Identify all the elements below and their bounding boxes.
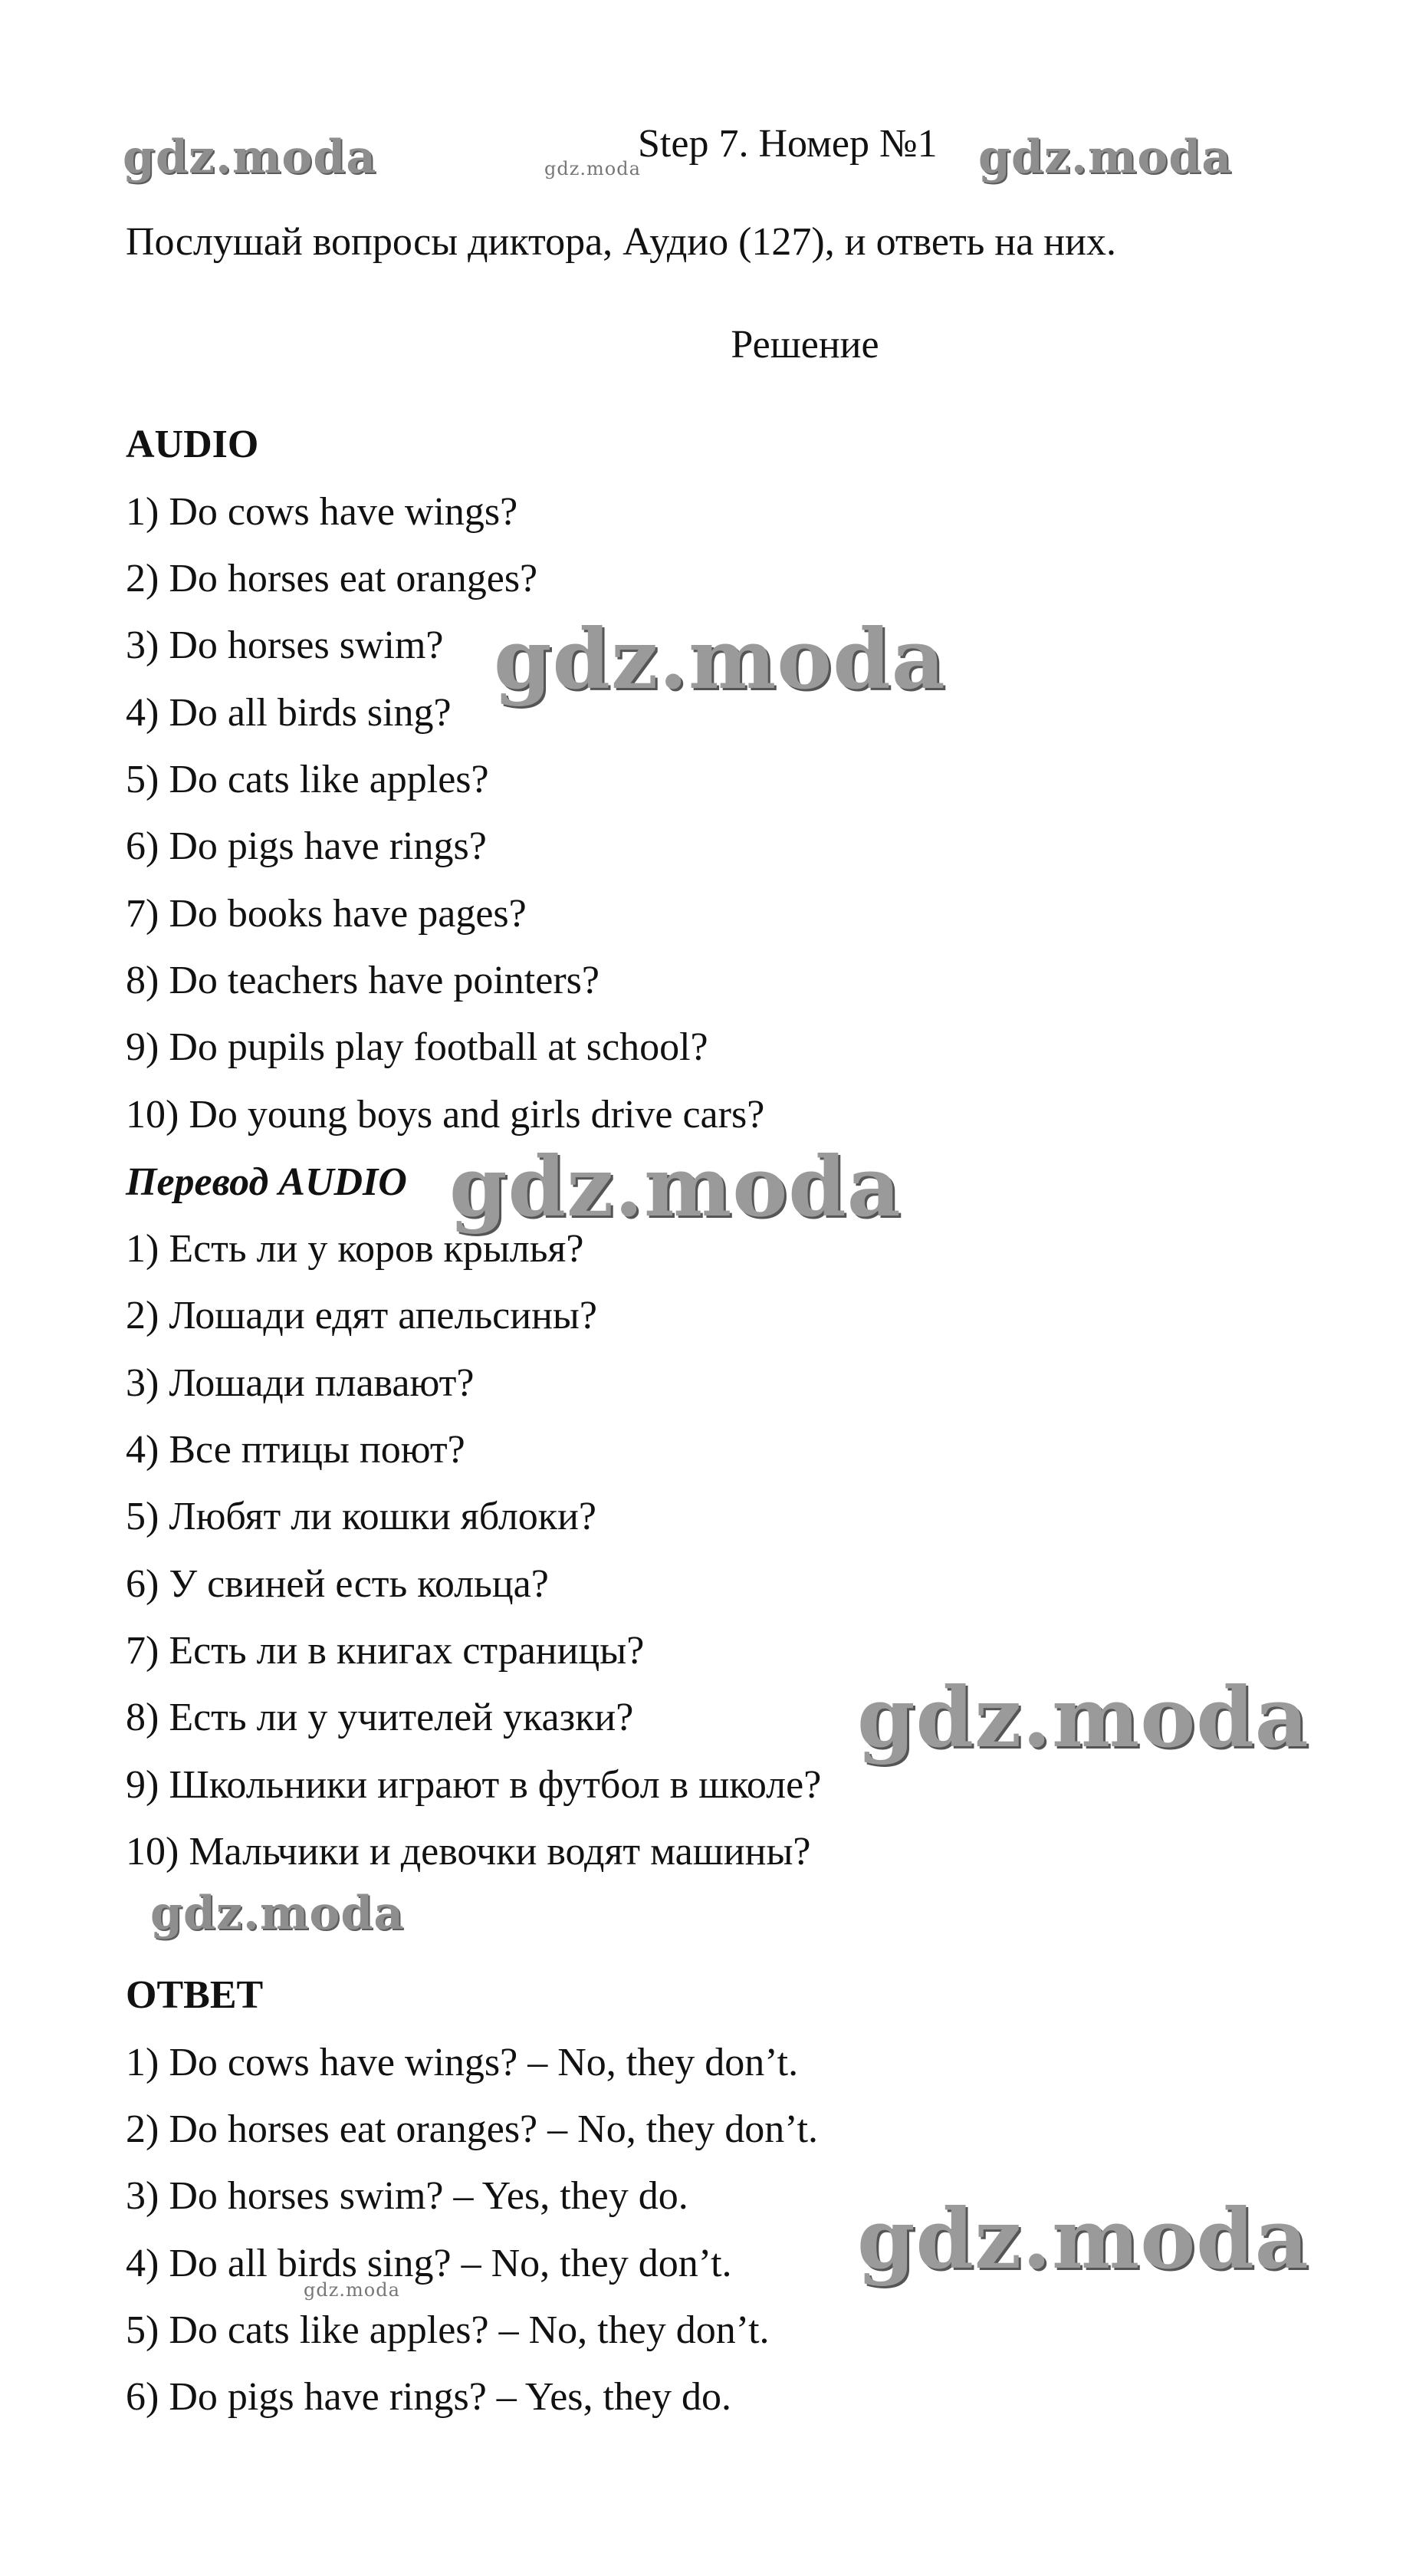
watermark-logo: gdz.moda [978, 130, 1233, 184]
list-item: 5) Любят ли кошки яблоки? [126, 1495, 596, 1538]
list-item: 5) Do cats like apples? – No, they don’t. [126, 2308, 770, 2352]
list-item: 2) Лошади едят апельсины? [126, 1294, 597, 1337]
watermark-logo: gdz.moda [544, 158, 641, 179]
watermark-logo: gdz.moda [857, 1670, 1309, 1766]
audio-heading: AUDIO [126, 423, 259, 466]
list-item: 5) Do cats like apples? [126, 758, 489, 801]
page-title: Step 7. Номер №1 [638, 122, 938, 166]
list-item: 4) Do all birds sing? – No, they don’t. [126, 2242, 732, 2285]
list-item: 1) Do cows have wings? [126, 490, 518, 534]
list-item: 3) Do horses swim? – Yes, they do. [126, 2174, 688, 2218]
list-item: 4) Все птицы поют? [126, 1428, 465, 1472]
task-text: Послушай вопросы диктора, Аудио (127), и ответь на них. [126, 220, 1116, 264]
translation-heading: Перевод AUDIO [126, 1160, 407, 1204]
list-item: 9) Школьники играют в футбол в школе? [126, 1763, 822, 1807]
answer-heading: ОТВЕТ [126, 1973, 264, 2017]
list-item: 7) Do books have pages? [126, 892, 527, 936]
watermark-logo: gdz.moda [150, 1887, 405, 1940]
watermark-logo: gdz.moda [449, 1139, 902, 1235]
list-item: 8) Есть ли у учителей указки? [126, 1696, 634, 1739]
list-item: 1) Do cows have wings? – No, they don’t. [126, 2041, 799, 2084]
list-item: 4) Do all birds sing? [126, 691, 452, 735]
list-item: 3) Лошади плавают? [126, 1361, 475, 1405]
list-item: 2) Do horses eat oranges? – No, they don’t. [126, 2107, 819, 2151]
list-item: 6) У свиней есть кольца? [126, 1562, 549, 1606]
list-item: 3) Do horses swim? [126, 623, 444, 667]
list-item: 7) Есть ли в книгах страницы? [126, 1629, 645, 1673]
list-item: 6) Do pigs have rings? – Yes, they do. [126, 2375, 732, 2419]
watermark-logo: gdz.moda [494, 611, 946, 708]
watermark-logo: gdz.moda [857, 2191, 1309, 2288]
list-item: 6) Do pigs have rings? [126, 824, 487, 868]
list-item: 2) Do horses eat oranges? [126, 557, 538, 600]
list-item: 10) Do young boys and girls drive cars? [126, 1093, 765, 1137]
list-item: 10) Мальчики и девочки водят машины? [126, 1830, 811, 1874]
list-item: 1) Есть ли у коров крылья? [126, 1227, 584, 1271]
watermark-logo: gdz.moda [123, 130, 377, 184]
watermark-logo: gdz.moda [304, 2279, 400, 2301]
solution-label: Решение [731, 323, 879, 367]
list-item: 9) Do pupils play football at school? [126, 1025, 708, 1069]
list-item: 8) Do teachers have pointers? [126, 959, 600, 1002]
